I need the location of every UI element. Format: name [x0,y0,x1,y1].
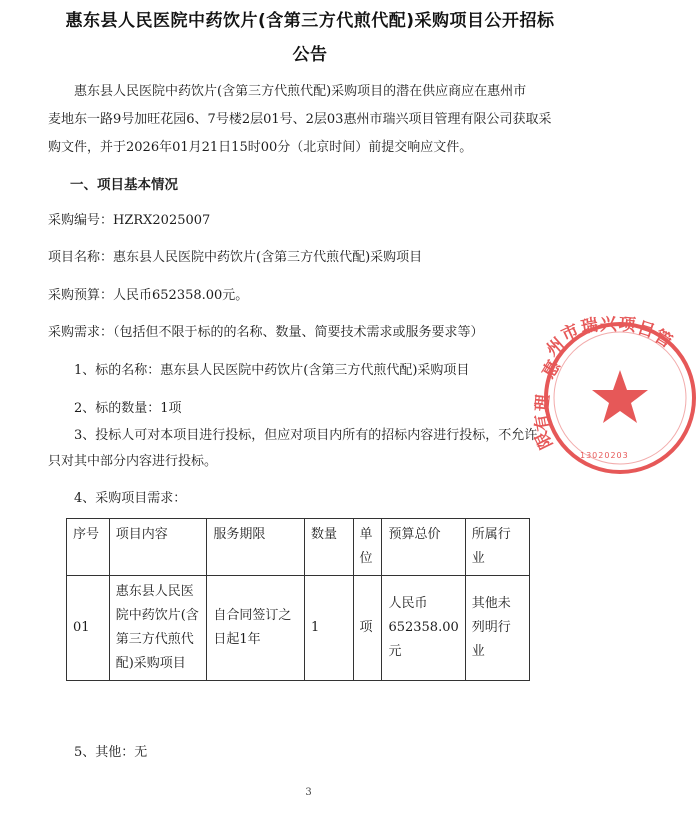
page-number: 3 [305,787,312,798]
seal-star-icon [592,370,648,423]
cell-industry: 其他未列明行业 [465,576,529,681]
procurement-requirement: 采购需求：（包括但不限于标的的名称、数量、简要技术需求或服务要求等） [48,325,484,340]
cell-unit: 项 [353,576,382,681]
svg-text:管: 管 [650,326,676,353]
header-budget: 预算总价 [382,519,465,576]
svg-text:有: 有 [531,412,555,433]
item-4-requirements: 4、采购项目需求： [74,491,187,506]
project-number: 采购编号：HZRX2025007 [48,213,211,228]
cell-period: 自合同签订之日起1年 [207,576,305,681]
header-serial: 序号 [67,519,110,576]
intro-line-1: 惠东县人民医院中药饮片(含第三方代煎代配)采购项目的潜在供应商应在惠州市 [74,84,527,99]
table-header-row [67,519,530,576]
svg-text:项: 项 [617,314,637,337]
intro-line-2: 麦地东一路9号加旺花园6、7号楼2层01号、2层03惠州市瑞兴项目管理有限公司获取采 [48,112,552,127]
svg-text:理: 理 [532,393,554,413]
section-heading-basic-info: 一、项目基本情况 [70,177,178,193]
svg-text:州: 州 [542,334,569,361]
header-period: 服务期限 [207,519,305,576]
header-quantity: 数量 [304,519,353,576]
svg-text:瑞: 瑞 [579,315,600,338]
intro-line-3: 购文件，并于2026年01月21日15时00分（北京时间）前提交响应文件。 [48,140,473,155]
svg-text:市: 市 [558,320,583,346]
project-budget: 采购预算：人民币652358.00元。 [48,288,249,303]
svg-text:13020203: 13020203 [580,451,629,460]
svg-text:兴: 兴 [600,315,617,335]
item-1-name: 1、标的名称：惠东县人民医院中药饮片(含第三方代煎代配)采购项目 [74,363,470,378]
requirements-table [66,518,530,681]
cell-budget: 人民币652358.00元 [382,576,465,681]
table-row [67,576,530,681]
header-unit: 单位 [353,519,382,576]
project-name: 项目名称：惠东县人民医院中药饮片(含第三方代煎代配)采购项目 [48,250,423,265]
cell-content: 惠东县人民医院中药饮片(含第三方代煎代配)采购项目 [109,576,207,681]
doc-title-line1: 惠东县人民医院中药饮片(含第三方代煎代配)采购项目公开招标 [65,11,555,31]
item-2-quantity: 2、标的数量：1项 [74,401,182,416]
doc-title-line2: 公告 [292,45,328,65]
item-3-line-1: 3、投标人可对本项目进行投标，但应对项目内所有的招标内容进行投标，不允许 [74,428,538,443]
cell-serial: 01 [67,576,110,681]
cell-quantity: 1 [304,576,353,681]
header-content: 项目内容 [109,519,207,576]
svg-text:限: 限 [531,427,558,452]
company-seal-stamp [531,314,700,478]
svg-text:惠: 惠 [538,357,565,383]
item-3-line-2: 只对其中部分内容进行投标。 [48,454,218,469]
header-industry: 所属行业 [465,519,529,576]
svg-text:目: 目 [634,317,658,343]
item-5-other: 5、其他：无 [74,745,148,760]
